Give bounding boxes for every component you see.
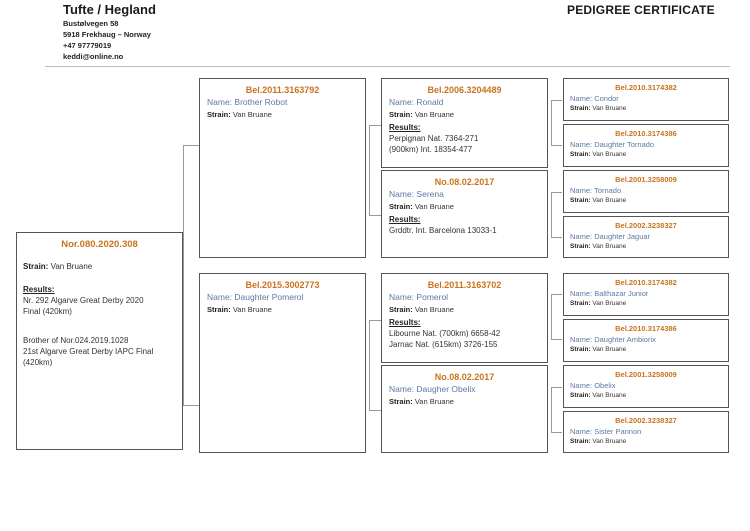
connector-line [551, 145, 562, 146]
subject-strain: Strain: Van Bruane [23, 262, 93, 271]
connector-line [369, 215, 381, 216]
great-grandparent-box [563, 170, 729, 213]
dam-box [199, 273, 366, 453]
grandparent-ring: No.08.02.2017 [434, 372, 495, 382]
connector-line [369, 125, 370, 215]
connector-line [551, 387, 552, 432]
grandparent-results: Results: Libourne Nat. (700km) 6658-42 Jarnac Nat. (615km) 3726-155 [389, 318, 501, 349]
grandparent-strain: Strain: Van Bruane [389, 397, 454, 406]
owner-phone: +47 97779019 [63, 41, 112, 50]
great-grandparent-name: Name: Sister Pannon [570, 427, 642, 436]
connector-line [551, 294, 562, 295]
grandparent-name: Name: Ronald [389, 97, 444, 107]
great-grandparent-ring: Bel.2010.3174382 [615, 83, 677, 92]
great-grandparent-box [563, 411, 729, 453]
connector-line [369, 320, 381, 321]
connector-line [551, 100, 552, 145]
grandparent-name: Name: Pomerol [389, 292, 449, 302]
connector-line [551, 100, 562, 101]
great-grandparent-box [563, 319, 729, 362]
great-grandparent-box [563, 124, 729, 167]
great-grandparent-name: Name: Daughter Jaguar [570, 232, 651, 241]
connector-line [551, 339, 562, 340]
great-grandparent-ring: Bel.2001.3258009 [615, 175, 677, 184]
grandparent-box [381, 365, 548, 453]
great-grandparent-strain: Strain: Van Bruane [570, 105, 627, 112]
connector-line [551, 192, 562, 193]
sire-box [199, 78, 366, 258]
great-grandparent-ring: Bel.2002.3238327 [615, 416, 677, 425]
grandparent-box [381, 170, 548, 258]
owner-email: keddi@online.no [63, 52, 124, 61]
connector-line [551, 294, 552, 339]
subject-brother-note: Brother of Nor.024.2019.1028 21st Algarve Great Derby IAPC Final (420km) [23, 336, 154, 367]
great-grandparent-ring: Bel.2001.3258009 [615, 370, 677, 379]
certificate-title: PEDIGREE CERTIFICATE [567, 3, 715, 17]
connector-line [183, 405, 199, 406]
sire-ring: Bel.2011.3163792 [245, 85, 320, 95]
grandparent-strain: Strain: Van Bruane [389, 305, 454, 314]
grandparent-strain: Strain: Van Bruane [389, 202, 454, 211]
grandparent-strain: Strain: Van Bruane [389, 110, 454, 119]
great-grandparent-name: Name: Balthazar Junior [570, 289, 649, 298]
subject-ring: Nor.080.2020.308 [61, 239, 138, 250]
great-grandparent-box [563, 78, 729, 121]
great-grandparent-box [563, 273, 729, 316]
great-grandparent-strain: Strain: Van Bruane [570, 438, 627, 445]
great-grandparent-strain: Strain: Van Bruane [570, 243, 627, 250]
subject-results: Results: Nr. 292 Algarve Great Derby 2020 Final (420km) [23, 285, 144, 316]
grandparent-name: Name: Serena [389, 189, 444, 199]
owner-address: Bustølvegen 58 [63, 19, 119, 28]
owner-city: 5918 Frekhaug – Norway [63, 30, 151, 39]
great-grandparent-strain: Strain: Van Bruane [570, 392, 627, 399]
header-divider [45, 66, 730, 67]
grandparent-ring: Bel.2011.3163702 [427, 280, 502, 290]
sire-strain: Strain: Van Bruane [207, 110, 272, 119]
great-grandparent-name: Name: Condor [570, 94, 619, 103]
great-grandparent-strain: Strain: Van Bruane [570, 197, 627, 204]
sire-name: Name: Brother Robot [207, 97, 288, 107]
connector-line [551, 432, 562, 433]
dam-name: Name: Daughter Pomerol [207, 292, 304, 302]
grandparent-ring: Bel.2006.3204489 [427, 85, 502, 95]
subject-box [16, 232, 183, 450]
owner-name: Tufte / Hegland [63, 2, 156, 17]
dam-strain: Strain: Van Bruane [207, 305, 272, 314]
connector-line [369, 410, 381, 411]
connector-line [551, 387, 562, 388]
great-grandparent-ring: Bel.2002.3238327 [615, 221, 677, 230]
great-grandparent-strain: Strain: Van Bruane [570, 151, 627, 158]
great-grandparent-strain: Strain: Van Bruane [570, 300, 627, 307]
grandparent-results: Results: Perpignan Nat. 7364-271 (900km) Int. 18354-477 [389, 123, 479, 154]
great-grandparent-ring: Bel.2010.3174386 [615, 324, 677, 333]
grandparent-name: Name: Daugher Obelix [389, 384, 476, 394]
connector-line [369, 125, 381, 126]
connector-line [369, 320, 370, 410]
dam-ring: Bel.2015.3002773 [245, 280, 320, 290]
grandparent-ring: No.08.02.2017 [434, 177, 495, 187]
great-grandparent-ring: Bel.2010.3174386 [615, 129, 677, 138]
connector-line [183, 145, 199, 146]
great-grandparent-strain: Strain: Van Bruane [570, 346, 627, 353]
great-grandparent-box [563, 216, 729, 258]
grandparent-box [381, 273, 548, 363]
connector-line [183, 145, 184, 405]
grandparent-results: Results: Grddtr. Int. Barcelona 13033-1 [389, 215, 497, 235]
great-grandparent-name: Name: Daughter Ambiorix [570, 335, 656, 344]
great-grandparent-ring: Bel.2010.3174382 [615, 278, 677, 287]
great-grandparent-box [563, 365, 729, 408]
great-grandparent-name: Name: Obelix [570, 381, 616, 390]
great-grandparent-name: Name: Daughter Tornado [570, 140, 655, 149]
connector-line [551, 192, 552, 237]
great-grandparent-name: Name: Tornado [570, 186, 622, 195]
connector-line [551, 237, 562, 238]
grandparent-box [381, 78, 548, 168]
